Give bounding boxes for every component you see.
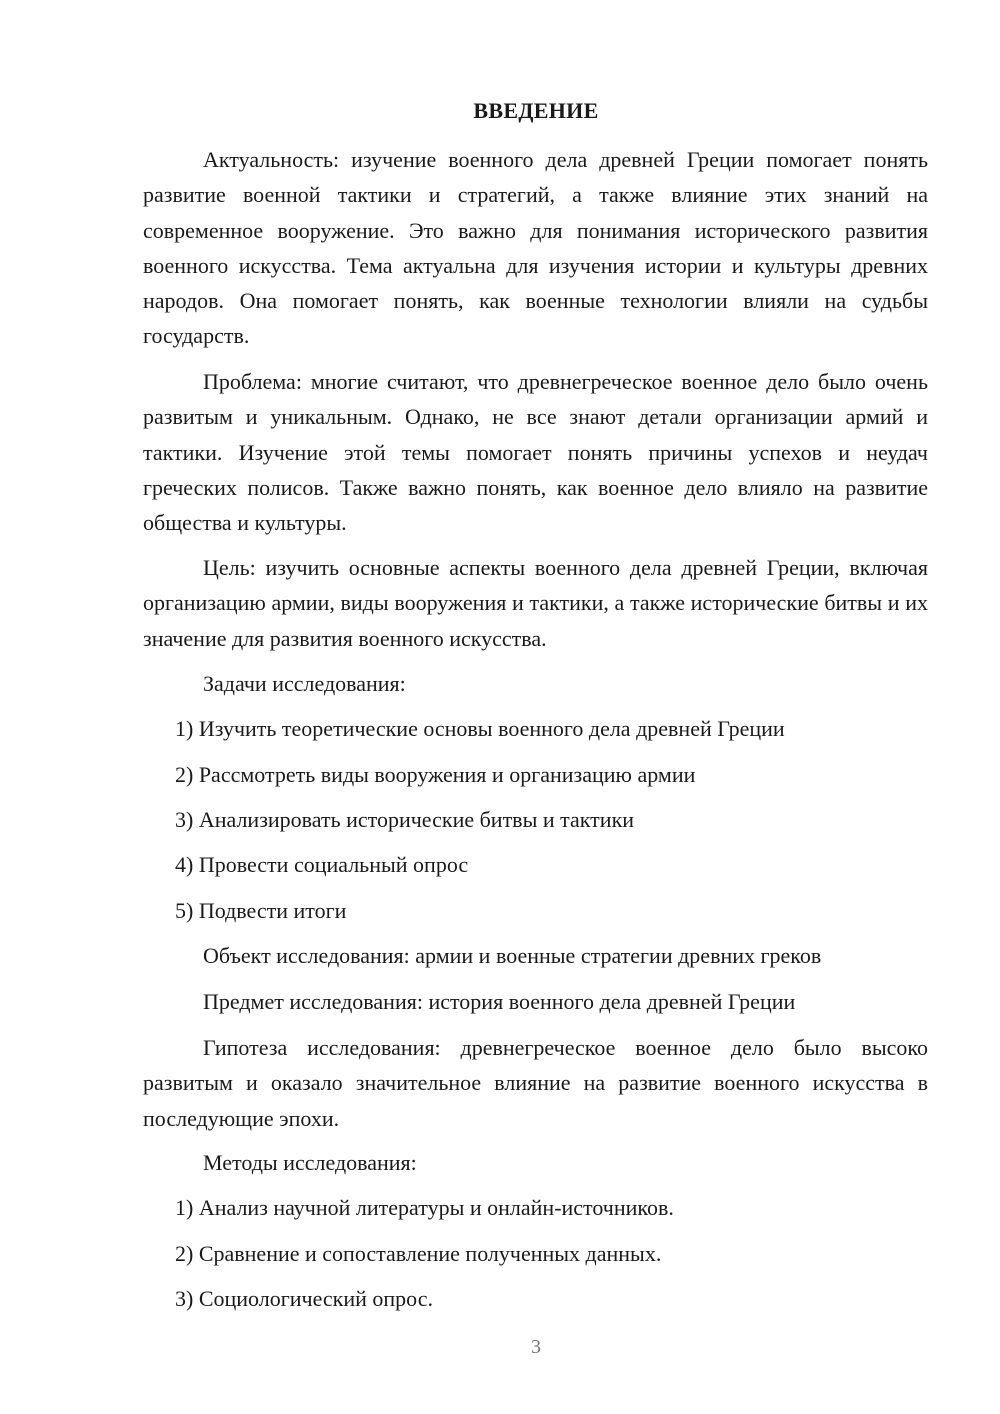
tasks-heading: Задачи исследования: <box>203 671 406 696</box>
task-item-4: 4) Провести социальный опрос <box>175 852 469 877</box>
method-item-2: 2) Сравнение и сопоставление полученных данных. <box>175 1241 662 1266</box>
task-item-5: 5) Подвести итоги <box>175 898 347 923</box>
page-number: 3 <box>531 1336 541 1358</box>
task-item-1: 1) Изучить теоретические основы военного дела древней Греции <box>175 716 785 741</box>
page-title: ВВЕДЕНИЕ <box>473 98 599 123</box>
methods-heading: Методы исследования: <box>203 1150 417 1175</box>
method-item-1: 1) Анализ научной литературы и онлайн-источников. <box>175 1195 674 1220</box>
task-item-2: 2) Рассмотреть виды вооружения и организацию армии <box>175 762 696 787</box>
goal-paragraph: Цель: изучить основные аспекты военного дела древней Греции, включая организацию армии, виды вооружения и тактики, а также исторические битвы и их значение для развития военного искусства. <box>143 555 928 651</box>
hypothesis-paragraph: Гипотеза исследования: древнегреческое военное дело было высоко развитым и оказало значительное влияние на развитие военного искусства в последующие эпохи. <box>143 1035 928 1131</box>
task-item-3: 3) Анализировать исторические битвы и тактики <box>175 807 635 832</box>
problem-paragraph: Проблема: многие считают, что древнегреческое военное дело было очень развитым и уникальным. Однако, не все знают детали организации армий и тактики. Изучение этой темы помогает понять причины успехов и неудач греческих полисов. Также важно понять, как военное дело влияло на развитие общества и культуры. <box>143 369 928 536</box>
research-object: Объект исследования: армии и военные стратегии древних греков <box>203 943 822 968</box>
method-item-3: 3) Социологический опрос. <box>175 1286 433 1311</box>
relevance-paragraph: Актуальность: изучение военного дела древней Греции помогает понять развитие военной тактики и стратегий, а также влияние этих знаний на современное вооружение. Это важно для понимания исторического развития военного искусства. Тема актуальна для изучения истории и культуры древних народов. Она помогает понять, как военные технологии влияли на судьбы государств. <box>143 147 928 349</box>
research-subject: Предмет исследования: история военного дела древней Греции <box>203 989 796 1014</box>
